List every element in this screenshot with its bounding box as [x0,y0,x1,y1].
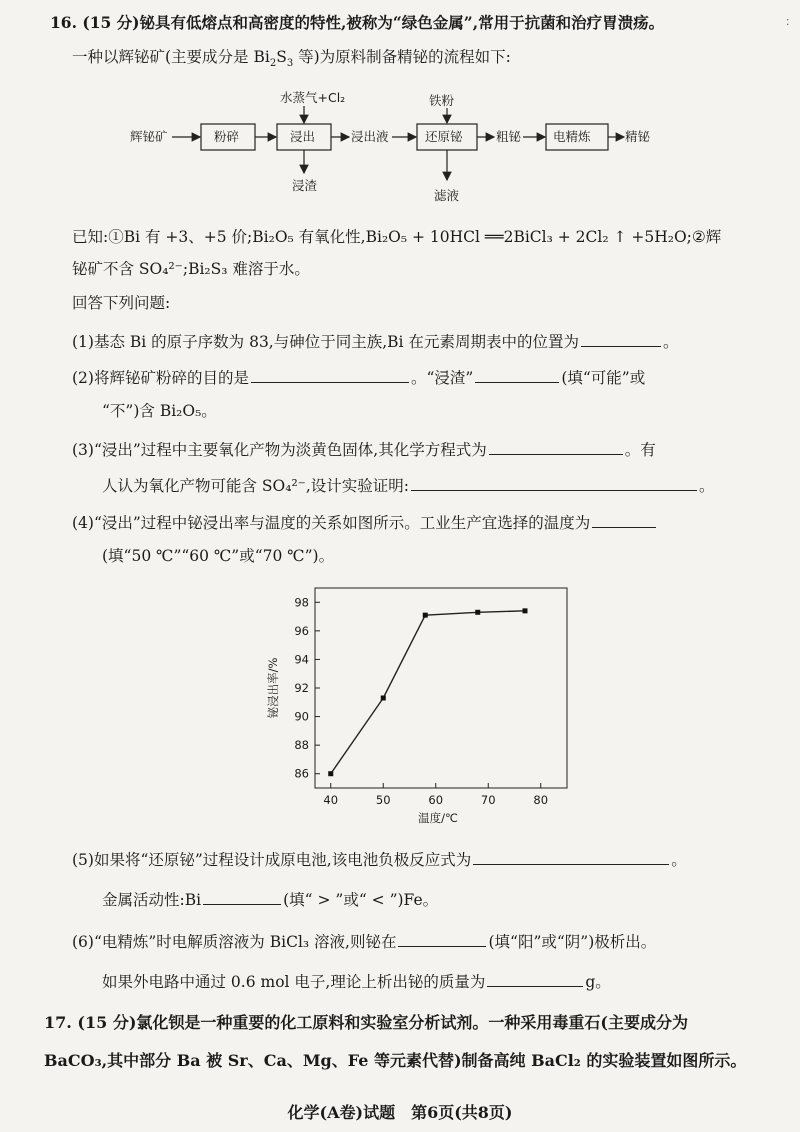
flow-crude-bi-label: 粗铋 [496,129,522,144]
question-5: (5)如果将“还原铋”过程设计成原电池,该电池负极反应式为 。 [72,848,687,871]
chart-plot-frame [315,588,567,788]
flow-leachate-label: 浸出液 [351,129,389,144]
chart-x-label: 温度/℃ [418,811,458,825]
question-6: (6)“电精炼”时电解质溶液为 BiCl₃ 溶液,则铋在 (填“阳”或“阴”)极析出。 [72,930,656,953]
flow-box-electrorefine-label: 电精炼 [553,129,591,144]
answer-blank-3a[interactable] [489,438,623,455]
chart-data-point [423,613,428,618]
chart-y-tick-label: 88 [294,738,309,753]
known-info-line1: 已知:①Bi 有 +3、+5 价;Bi₂O₅ 有氧化性,Bi₂O₅ + 10HCl ══2BiCl₃ + 2Cl₂ ↑ +5H₂O;②辉 [72,228,722,246]
chart-y-tick-label: 90 [294,709,309,724]
flow-input-iron: 铁粉 [429,93,455,108]
flow-start-label: 辉铋矿 [130,129,168,144]
q17-line1: 17. (15 分)氯化钡是一种重要的化工原料和实验室分析试剂。一种采用毒重石(主要成分为 [44,1013,688,1032]
answer-blank-3b[interactable] [411,474,697,491]
q16-intro: 一种以辉铋矿(主要成分是 $Bi_2S_3$ 等)为原料制备精铋的流程如下: [72,48,511,70]
question-2: (2)将辉铋矿粉碎的目的是 。“浸渣” (填“可能”或 [72,366,645,389]
flow-output-residue: 浸渣 [292,178,318,193]
answer-blank-5a[interactable] [473,848,669,865]
question-1: (1)基态 Bi 的原子序数为 83,与砷位于同主族,Bi 在元素周期表中的位置为 。 [72,330,678,353]
q17-line2: BaCO₃,其中部分 Ba 被 Sr、Ca、Mg、Fe 等元素代替)制备高纯 BaCl₂ 的实验装置如图所示。 [44,1051,747,1070]
answer-blank-1[interactable] [581,330,661,347]
side-margin-mark: ： [778,18,791,29]
answer-blank-2a[interactable] [251,366,409,383]
chart-data-point [328,771,333,776]
chart-y-tick-label: 86 [294,766,309,781]
question-3: (3)“浸出”过程中主要氧化产物为淡黄色固体,其化学方程式为 。有 [72,438,656,461]
chart-y-tick-label: 98 [294,595,309,610]
chart-data-point [523,608,528,613]
chart-x-tick-label: 80 [533,793,549,807]
process-flow-diagram [0,88,800,218]
answer-blank-2b[interactable] [475,366,559,383]
flow-input-steam-cl2: 水蒸气+Cl₂ [280,90,346,105]
chart-data-point [475,610,480,615]
chart-x-tick-label: 60 [428,793,444,807]
answer-blank-4[interactable] [592,511,656,528]
answer-prompt: 回答下列问题: [72,294,171,312]
question-4-cont: (填“50 ℃”“60 ℃”或“70 ℃”)。 [102,547,335,565]
answer-blank-6b[interactable] [487,970,583,987]
chart-y-tick-label: 92 [294,681,309,695]
question-6-cont: 如果外电路中通过 0.6 mol 电子,理论上析出铋的质量为 g。 [102,970,611,993]
chart-series-line [331,611,525,774]
flow-box-crush-label: 粉碎 [214,129,240,144]
chart-x-tick-label: 70 [480,793,496,807]
question-4: (4)“浸出”过程中铋浸出率与温度的关系如图所示。工业生产宜选择的温度为 [72,511,658,534]
known-info-line2: 铋矿不含 SO₄²⁻;Bi₂S₃ 难溶于水。 [72,260,310,278]
answer-blank-6a[interactable] [398,930,486,947]
q16-header: 16. (15 分)铋具有低熔点和高密度的特性,被称为“绿色金属”,常用于抗菌和治疗胃溃疡。 [50,13,665,32]
flow-box-leach-label: 浸出 [290,129,316,144]
flow-output-filtrate: 滤液 [434,188,460,203]
page-footer: 化学(A卷)试题 第6页(共8页) [287,1103,513,1122]
chart-data-point [381,696,386,701]
chart-x-tick-label: 50 [375,793,391,807]
chart-y-tick-label: 96 [294,623,309,638]
flow-box-reduce-label: 还原铋 [425,129,463,144]
question-2-cont: “不”)含 Bi₂O₅。 [102,402,217,420]
question-3-cont: 人认为氧化产物可能含 SO₄²⁻,设计实验证明: 。 [102,474,715,497]
flow-end-label: 精铋 [625,129,651,144]
chart-y-tick-label: 94 [294,652,309,667]
answer-blank-5b[interactable] [203,888,281,905]
chart-x-tick-label: 40 [323,793,339,807]
chart-y-label: 铋浸出率/% [266,657,280,719]
leaching-rate-chart [260,580,590,830]
question-5-cont: 金属活动性:Bi (填“ > ”或“ < ”)Fe。 [102,888,438,911]
